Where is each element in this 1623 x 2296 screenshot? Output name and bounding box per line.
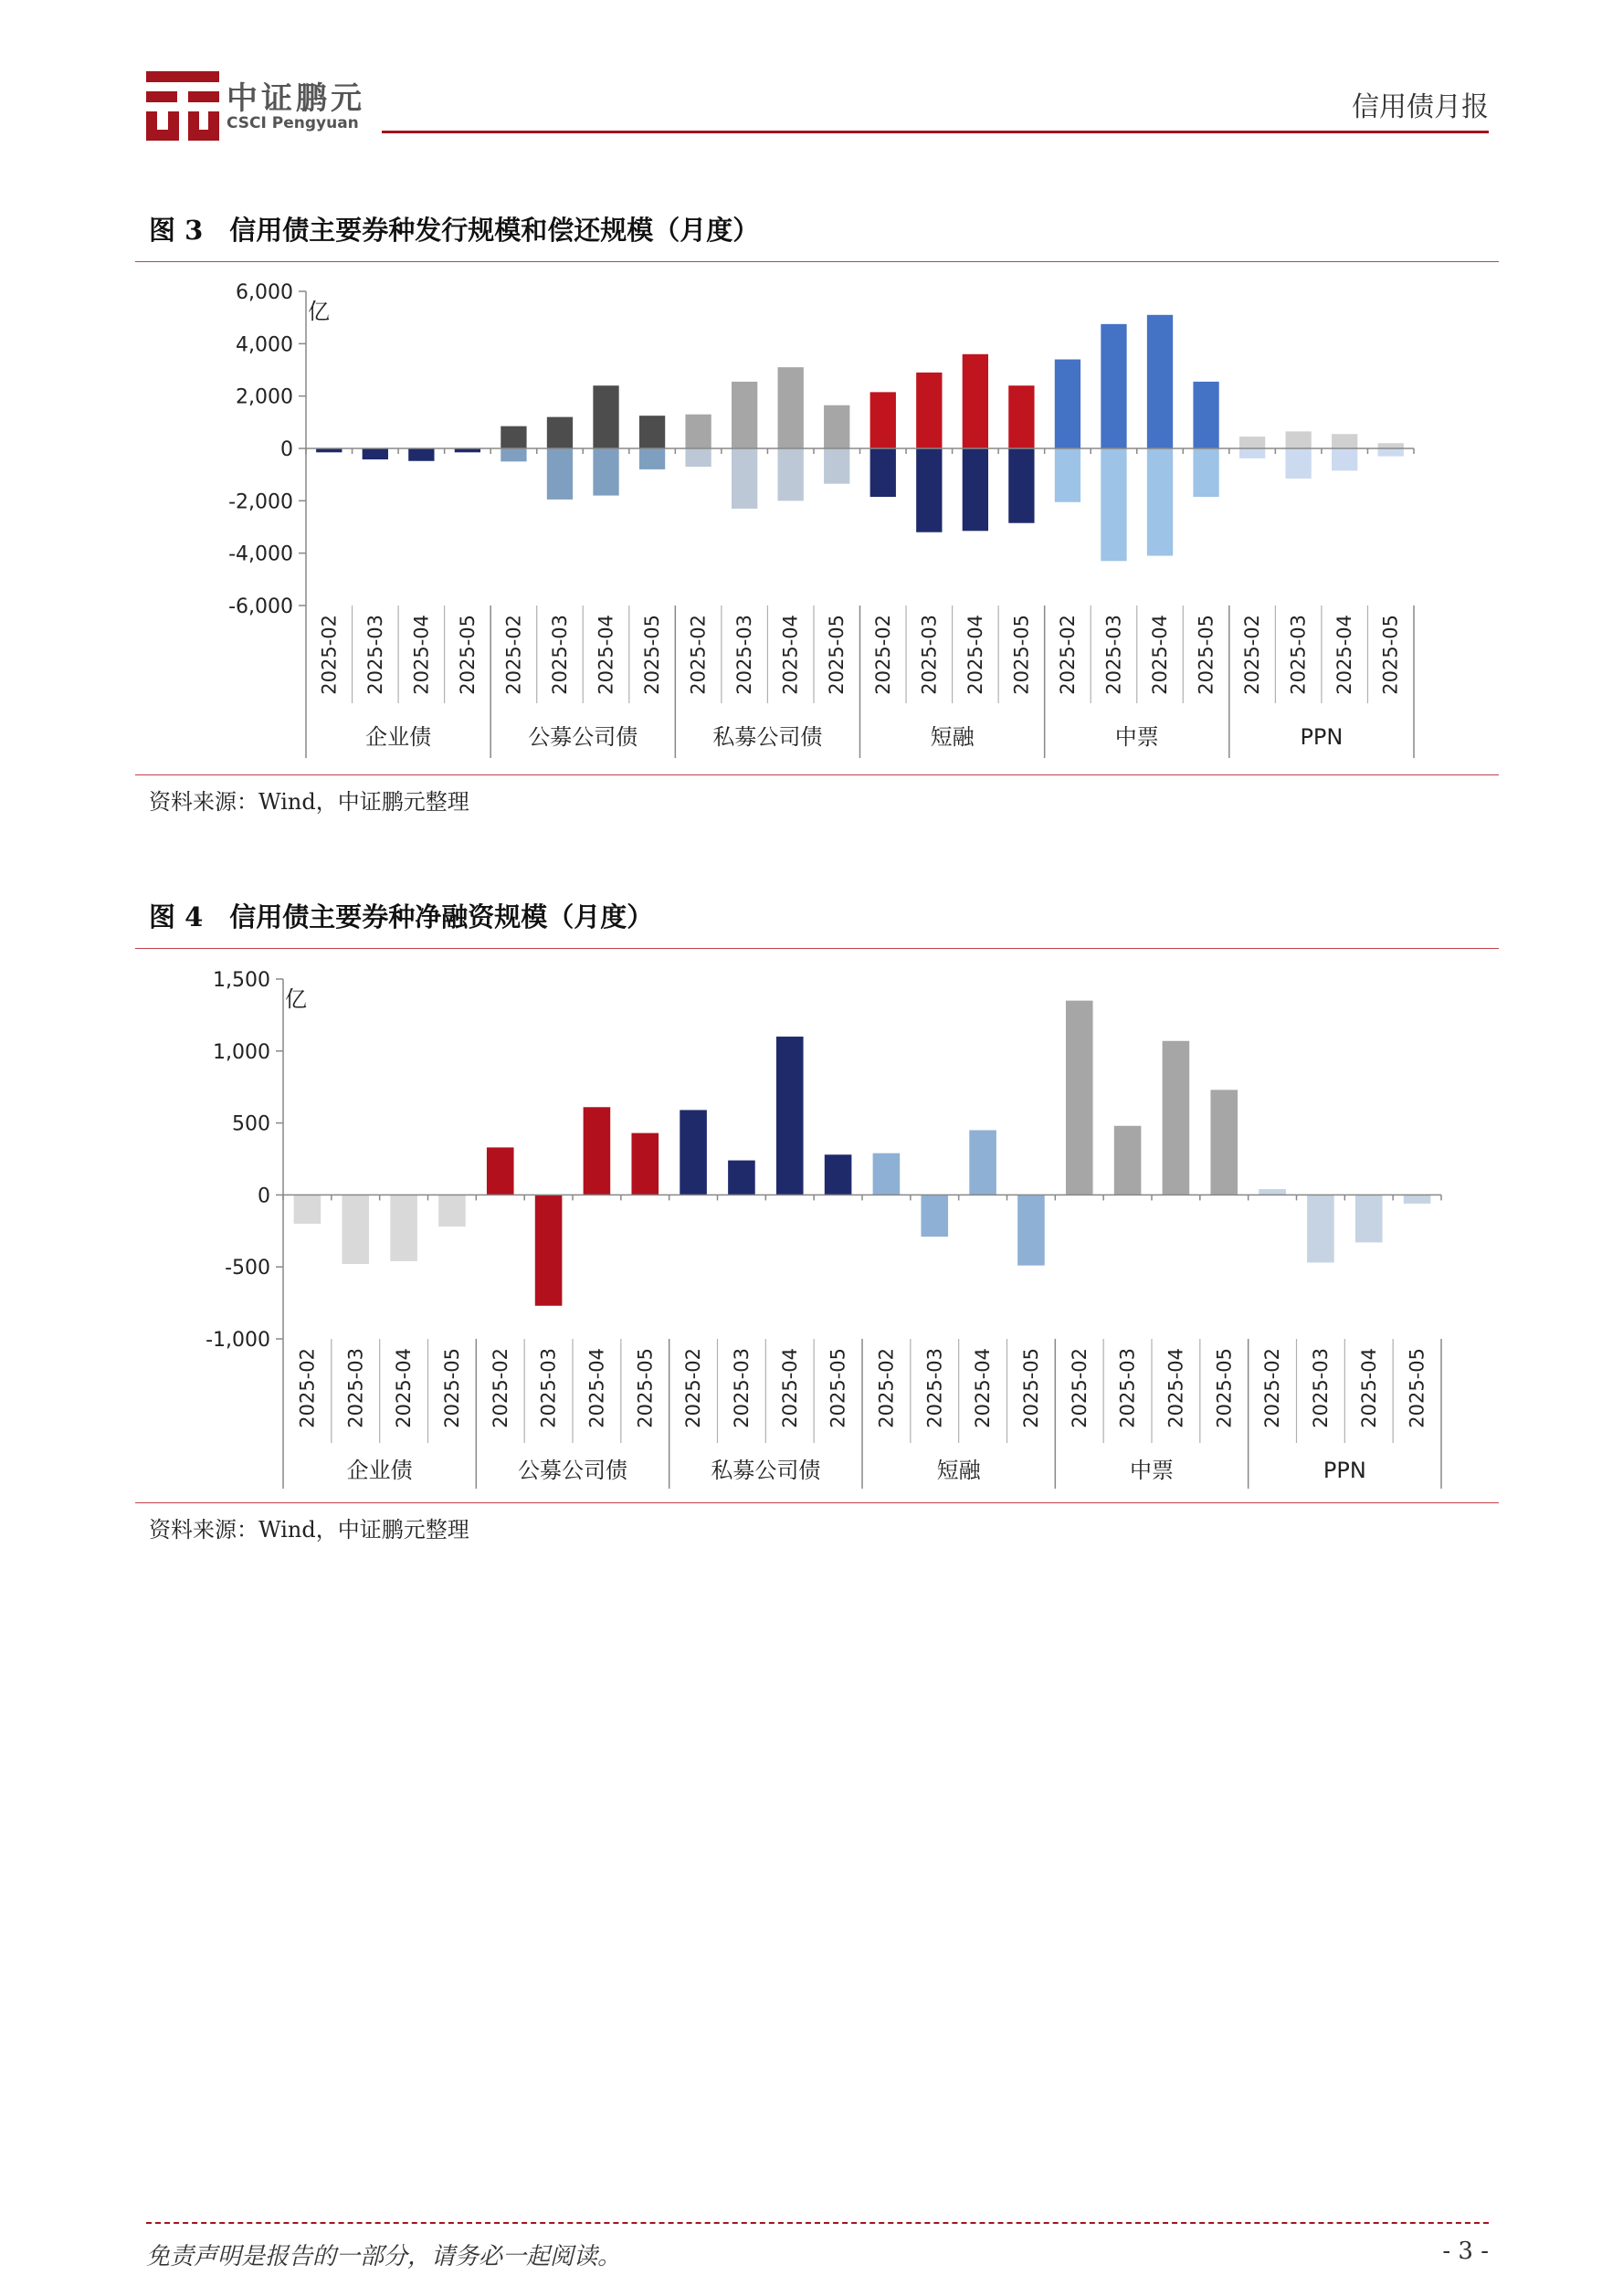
- x-category-label-1-1: 2025-03: [548, 615, 571, 695]
- bar-issuance-1-3: [639, 416, 665, 448]
- x-category-label-5-1: 2025-03: [1287, 615, 1310, 695]
- x-category-label-3-3: 2025-05: [1010, 615, 1033, 695]
- bar-net-3-3: [1017, 1195, 1045, 1265]
- y-tick-label: 6,000: [236, 281, 293, 304]
- x-category-label-4-0: 2025-02: [1068, 1348, 1091, 1428]
- bar-repayment-2-3: [824, 448, 849, 484]
- bar-net-1-0: [487, 1147, 514, 1195]
- bar-issuance-3-0: [870, 392, 896, 448]
- x-category-label-2-1: 2025-03: [730, 1348, 753, 1428]
- x-category-label-0-2: 2025-04: [410, 615, 433, 695]
- x-category-label-5-3: 2025-05: [1406, 1348, 1428, 1428]
- bar-net-2-1: [728, 1161, 755, 1195]
- group-label-2: 私募公司债: [712, 724, 823, 750]
- y-tick-label: -1,000: [206, 1329, 270, 1352]
- bar-net-0-0: [294, 1195, 321, 1224]
- bar-net-2-0: [680, 1110, 707, 1195]
- group-label-5: PPN: [1300, 724, 1344, 750]
- bar-repayment-1-1: [547, 448, 573, 500]
- bar-repayment-1-3: [639, 448, 665, 469]
- x-category-label-3-2: 2025-04: [964, 615, 986, 695]
- figure-3-source: 资料来源：Wind，中证鹏元整理: [149, 789, 469, 815]
- x-category-label-0-1: 2025-03: [344, 1348, 367, 1428]
- x-category-label-2-3: 2025-05: [827, 1348, 849, 1428]
- x-category-label-1-2: 2025-04: [585, 1348, 608, 1428]
- bar-net-5-1: [1307, 1195, 1334, 1262]
- x-category-label-1-0: 2025-02: [502, 615, 525, 695]
- bar-net-5-0: [1259, 1189, 1286, 1195]
- group-label-4: 中票: [1114, 724, 1159, 750]
- x-category-label-5-1: 2025-03: [1309, 1348, 1332, 1428]
- bar-issuance-3-3: [1008, 385, 1034, 448]
- bar-repayment-4-3: [1193, 448, 1218, 497]
- y-tick-label: 2,000: [236, 385, 293, 409]
- x-category-label-5-0: 2025-02: [1241, 615, 1264, 695]
- bar-net-1-1: [535, 1195, 563, 1305]
- bar-net-1-3: [631, 1133, 659, 1195]
- bar-repayment-3-2: [963, 448, 988, 531]
- y-tick-label: 4,000: [236, 333, 293, 357]
- x-category-label-3-0: 2025-02: [875, 1348, 898, 1428]
- group-label-5: PPN: [1323, 1458, 1366, 1483]
- bar-repayment-2-0: [685, 448, 711, 467]
- bar-net-4-2: [1163, 1041, 1190, 1195]
- bar-net-4-0: [1066, 1001, 1093, 1195]
- bar-net-1-2: [584, 1107, 611, 1195]
- bar-repayment-3-0: [870, 448, 896, 497]
- group-label-3: 短融: [936, 1458, 981, 1483]
- y-tick-label: 500: [232, 1112, 270, 1136]
- x-category-label-0-2: 2025-04: [393, 1348, 416, 1428]
- x-category-label-3-3: 2025-05: [1019, 1348, 1042, 1428]
- x-category-label-2-0: 2025-02: [687, 615, 710, 695]
- x-category-label-1-3: 2025-05: [634, 1348, 657, 1428]
- bar-net-3-1: [921, 1195, 948, 1237]
- bar-repayment-3-3: [1008, 448, 1034, 523]
- x-category-label-5-2: 2025-04: [1333, 615, 1356, 695]
- group-label-2: 私募公司债: [711, 1458, 821, 1483]
- footer-rule: [146, 2222, 1489, 2224]
- bar-issuance-4-1: [1101, 324, 1126, 448]
- bar-net-2-3: [825, 1154, 852, 1195]
- bar-net-0-1: [342, 1195, 369, 1264]
- bar-issuance-5-3: [1378, 443, 1404, 448]
- bar-repayment-5-1: [1285, 448, 1311, 479]
- x-category-label-0-3: 2025-05: [440, 1348, 463, 1428]
- group-label-1: 公募公司债: [528, 724, 638, 750]
- y-tick-label: -2,000: [228, 490, 293, 514]
- figure-4-bottom-rule: [135, 1502, 1499, 1503]
- x-category-label-5-0: 2025-02: [1261, 1348, 1284, 1428]
- bar-net-0-3: [438, 1195, 466, 1227]
- bar-repayment-2-2: [778, 448, 804, 500]
- figure-4-title: 图 4 信用债主要券种净融资规模（月度）: [149, 901, 654, 932]
- bar-repayment-3-1: [916, 448, 942, 532]
- x-category-label-4-2: 2025-04: [1149, 615, 1172, 695]
- chart-net-financing: [135, 952, 1499, 1500]
- group-label-4: 中票: [1130, 1458, 1174, 1483]
- chart-issuance-repayment: [135, 265, 1499, 772]
- bar-repayment-1-0: [501, 448, 526, 461]
- x-category-label-4-2: 2025-04: [1165, 1348, 1187, 1428]
- report-title: 信用债月报: [1352, 91, 1489, 123]
- bar-net-0-2: [390, 1195, 417, 1260]
- bar-net-2-2: [776, 1037, 804, 1195]
- y-unit-label: 亿: [308, 299, 330, 324]
- x-category-label-2-3: 2025-05: [826, 615, 848, 695]
- bar-issuance-5-1: [1285, 431, 1311, 448]
- bar-net-3-2: [969, 1130, 996, 1195]
- x-category-label-2-1: 2025-03: [733, 615, 756, 695]
- logo-mark: [146, 71, 219, 141]
- bar-issuance-5-2: [1332, 434, 1357, 448]
- bar-issuance-2-1: [732, 382, 757, 448]
- x-category-label-3-1: 2025-03: [923, 1348, 946, 1428]
- group-label-0: 企业债: [346, 1458, 413, 1483]
- x-category-label-5-3: 2025-05: [1379, 615, 1402, 695]
- y-tick-label: -500: [225, 1257, 270, 1280]
- figure-3-top-rule: [135, 261, 1499, 262]
- bar-repayment-5-0: [1239, 448, 1265, 458]
- y-tick-label: 1,000: [213, 1040, 270, 1064]
- bar-net-4-3: [1210, 1090, 1238, 1195]
- x-category-label-0-0: 2025-02: [296, 1348, 319, 1428]
- y-tick-label: 0: [258, 1185, 270, 1208]
- bar-repayment-5-3: [1378, 448, 1404, 457]
- y-tick-label: 1,500: [213, 969, 270, 992]
- x-category-label-1-3: 2025-05: [641, 615, 664, 695]
- logo-text-en: CSCI Pengyuan: [227, 114, 359, 132]
- x-category-label-0-3: 2025-05: [456, 615, 479, 695]
- bar-issuance-3-2: [963, 354, 988, 448]
- figure-4-top-rule: [135, 948, 1499, 949]
- bar-net-3-0: [873, 1153, 901, 1195]
- x-category-label-3-0: 2025-02: [871, 615, 894, 695]
- bar-repayment-5-2: [1332, 448, 1357, 470]
- x-category-label-2-0: 2025-02: [682, 1348, 705, 1428]
- bar-repayment-0-1: [363, 448, 388, 459]
- x-category-label-2-2: 2025-04: [779, 615, 802, 695]
- bar-repayment-4-2: [1147, 448, 1173, 556]
- bar-issuance-2-0: [685, 415, 711, 448]
- x-category-label-4-3: 2025-05: [1195, 615, 1217, 695]
- page-number: - 3 -: [1442, 2238, 1489, 2265]
- bar-issuance-5-0: [1239, 437, 1265, 448]
- x-category-label-5-2: 2025-04: [1357, 1348, 1380, 1428]
- x-category-label-3-1: 2025-03: [918, 615, 941, 695]
- figure-3-title: 图 3 信用债主要券种发行规模和偿还规模（月度）: [149, 215, 760, 246]
- bar-issuance-4-3: [1193, 382, 1218, 448]
- x-category-label-1-1: 2025-03: [537, 1348, 560, 1428]
- bar-issuance-4-0: [1055, 360, 1080, 448]
- bar-issuance-2-3: [824, 405, 849, 448]
- bar-repayment-4-1: [1101, 448, 1126, 561]
- y-unit-label: 亿: [285, 986, 307, 1012]
- bar-issuance-1-2: [593, 385, 618, 448]
- group-label-0: 企业债: [365, 724, 432, 750]
- logo-text-cn: 中证鹏元: [227, 80, 365, 117]
- x-category-label-4-0: 2025-02: [1056, 615, 1079, 695]
- x-category-label-1-0: 2025-02: [489, 1348, 511, 1428]
- bar-issuance-3-1: [916, 373, 942, 448]
- bar-net-5-2: [1355, 1195, 1383, 1242]
- x-category-label-3-2: 2025-04: [972, 1348, 995, 1428]
- bar-issuance-2-2: [778, 367, 804, 448]
- x-category-label-2-2: 2025-04: [778, 1348, 801, 1428]
- figure-4-source: 资料来源：Wind，中证鹏元整理: [149, 1517, 469, 1543]
- bar-net-4-1: [1114, 1126, 1142, 1195]
- x-category-label-4-3: 2025-05: [1213, 1348, 1236, 1428]
- footer-disclaimer: 免责声明是报告的一部分，请务必一起阅读。: [146, 2243, 622, 2270]
- y-tick-label: -4,000: [228, 542, 293, 566]
- bar-net-5-3: [1404, 1195, 1431, 1203]
- x-category-label-0-1: 2025-03: [364, 615, 386, 695]
- x-category-label-1-2: 2025-04: [595, 615, 617, 695]
- bar-issuance-1-1: [547, 417, 573, 448]
- group-label-3: 短融: [930, 724, 975, 750]
- bar-repayment-0-2: [408, 448, 434, 461]
- group-label-1: 公募公司债: [518, 1458, 627, 1483]
- bar-repayment-4-0: [1055, 448, 1080, 502]
- header-rule: [382, 131, 1489, 133]
- figure-3-bottom-rule: [135, 774, 1499, 775]
- bar-repayment-1-2: [593, 448, 618, 496]
- bar-repayment-2-1: [732, 448, 757, 509]
- x-category-label-0-0: 2025-02: [318, 615, 341, 695]
- x-category-label-4-1: 2025-03: [1116, 1348, 1139, 1428]
- bar-issuance-4-2: [1147, 315, 1173, 448]
- y-tick-label: -6,000: [228, 595, 293, 618]
- y-tick-label: 0: [280, 438, 293, 461]
- x-category-label-4-1: 2025-03: [1102, 615, 1125, 695]
- bar-issuance-1-0: [501, 427, 526, 448]
